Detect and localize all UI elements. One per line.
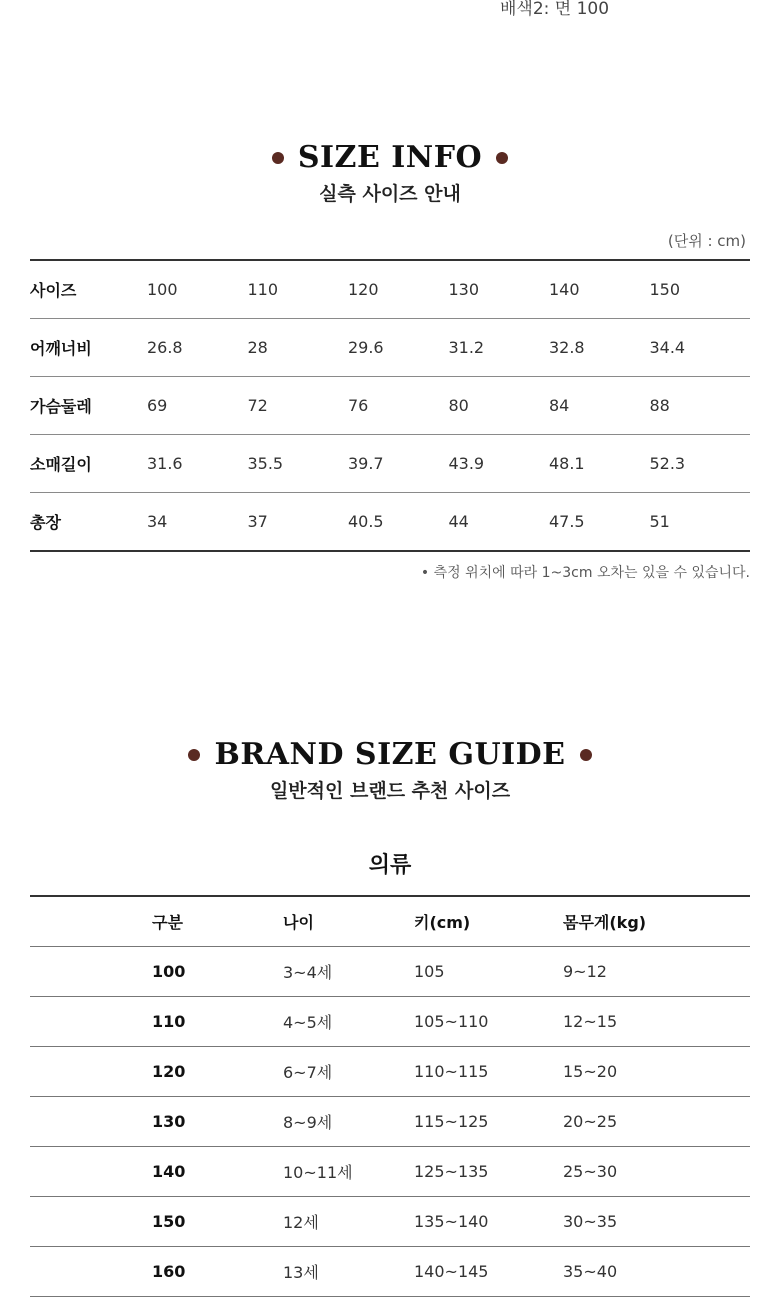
size-info-table [30, 259, 750, 552]
size-cell: 120 [152, 1047, 283, 1097]
table-cell: 76 [348, 377, 449, 435]
table-header-cell: 구분 [152, 896, 283, 947]
table-cell: 80 [448, 377, 549, 435]
size-cell: 150 [152, 1197, 283, 1247]
brand-guide-title: BRAND SIZE GUIDE [214, 737, 566, 772]
table-cell: 125~135 [414, 1147, 563, 1197]
unit-label: (단위 : cm) [667, 232, 746, 250]
brand-guide-heading [0, 737, 780, 803]
table-header-cell: 나이 [283, 896, 414, 947]
size-cell: 140 [152, 1147, 283, 1197]
table-cell: 35~40 [563, 1247, 750, 1297]
table-cell: 32.8 [549, 319, 650, 377]
table-header-cell: 몸무게(kg) [563, 896, 750, 947]
table-row [30, 260, 750, 319]
table-cell: 39.7 [348, 435, 449, 493]
table-cell: 84 [549, 377, 650, 435]
size-cell: 160 [152, 1247, 283, 1297]
table-cell: 100 [147, 260, 248, 319]
table-cell: 25~30 [563, 1147, 750, 1197]
brand-guide-subtitle: 일반적인 브랜드 추천 사이즈 [269, 780, 511, 802]
table-cell: 37 [247, 512, 268, 531]
table-cell: 34.4 [649, 319, 750, 377]
bullet-dot-icon [272, 152, 284, 164]
table-header-cell: 키(cm) [414, 896, 563, 947]
table-cell: 115~125 [414, 1097, 563, 1147]
table-cell: 13세 [283, 1247, 414, 1297]
table-row [30, 1047, 750, 1097]
table-cell: 140 [549, 260, 650, 319]
table-cell: 31.2 [448, 319, 549, 377]
spacer-cell [30, 1147, 152, 1197]
table-cell: 12세 [283, 1197, 414, 1247]
table-cell: 20~25 [563, 1097, 750, 1147]
table-cell: 140~145 [414, 1247, 563, 1297]
table-cell: 28 [247, 319, 348, 377]
table-header-row [30, 896, 750, 947]
row-label: 소매길이 [30, 435, 147, 493]
table-cell: 105 [414, 947, 563, 997]
row-label: 사이즈 [30, 260, 147, 319]
spacer-cell [30, 1047, 152, 1097]
table-row [30, 319, 750, 377]
table-cell: 15~20 [563, 1047, 750, 1097]
size-info-heading [0, 140, 780, 206]
table-cell: 8~9세 [283, 1097, 414, 1147]
table-cell: 34 [146, 512, 168, 531]
table-row [30, 947, 750, 997]
bullet-dot-icon [188, 749, 200, 761]
table-cell: 150 [649, 260, 750, 319]
table-cell: 120 [348, 260, 449, 319]
size-cell: 130 [152, 1097, 283, 1147]
bullet-dot-icon [580, 749, 592, 761]
table-row [30, 997, 750, 1047]
table-cell: 72 [247, 377, 348, 435]
table-cell: 43.9 [448, 435, 549, 493]
row-label: 가슴둘레 [30, 377, 147, 435]
measurement-footnote: • 측정 위치에 따라 1~3cm 오차는 있을 수 있습니다. [420, 565, 750, 581]
table-cell: 6~7세 [283, 1047, 414, 1097]
row-label: 총장 [30, 513, 61, 532]
table-cell: 88 [649, 377, 750, 435]
table-header-cell [30, 896, 152, 947]
size-cell: 110 [152, 997, 283, 1047]
table-cell: 110 [247, 260, 348, 319]
table-cell: 48.1 [549, 435, 650, 493]
bullet-dot-icon [496, 152, 508, 164]
table-cell: 44 [448, 512, 469, 531]
table-row [30, 377, 750, 435]
spacer-cell [30, 947, 152, 997]
size-cell: 100 [152, 947, 283, 997]
brand-guide-table [30, 895, 750, 1297]
table-row [30, 493, 750, 552]
spacer-cell [30, 997, 152, 1047]
spacer-cell [30, 1247, 152, 1297]
category-title: 의류 [368, 853, 412, 878]
table-row [30, 1197, 750, 1247]
table-cell: 105~110 [414, 997, 563, 1047]
table-cell: 35.5 [247, 435, 348, 493]
table-row [30, 1097, 750, 1147]
table-cell: 3~4세 [283, 947, 414, 997]
size-info-title: SIZE INFO [297, 140, 483, 175]
table-row [30, 1147, 750, 1197]
table-cell: 40.5 [347, 512, 384, 531]
spacer-cell [30, 1097, 152, 1147]
size-info-subtitle: 실측 사이즈 안내 [319, 183, 461, 205]
table-cell: 110~115 [414, 1047, 563, 1097]
table-cell: 130 [448, 260, 549, 319]
table-cell: 31.6 [147, 435, 248, 493]
table-cell: 135~140 [414, 1197, 563, 1247]
table-cell: 4~5세 [283, 997, 414, 1047]
table-cell: 9~12 [563, 947, 750, 997]
table-cell: 52.3 [649, 435, 750, 493]
table-cell: 30~35 [563, 1197, 750, 1247]
spacer-cell [30, 1197, 152, 1247]
table-row [30, 435, 750, 493]
table-cell: 12~15 [563, 997, 750, 1047]
table-cell: 51 [649, 512, 670, 531]
table-cell: 47.5 [548, 512, 585, 531]
row-label: 어깨너비 [30, 319, 147, 377]
fabric-note: 배색2: 면 100 [500, 0, 610, 19]
table-cell: 10~11세 [283, 1147, 414, 1197]
table-row [30, 1247, 750, 1297]
table-cell: 26.8 [147, 319, 248, 377]
table-cell: 69 [147, 377, 248, 435]
table-cell: 29.6 [348, 319, 449, 377]
